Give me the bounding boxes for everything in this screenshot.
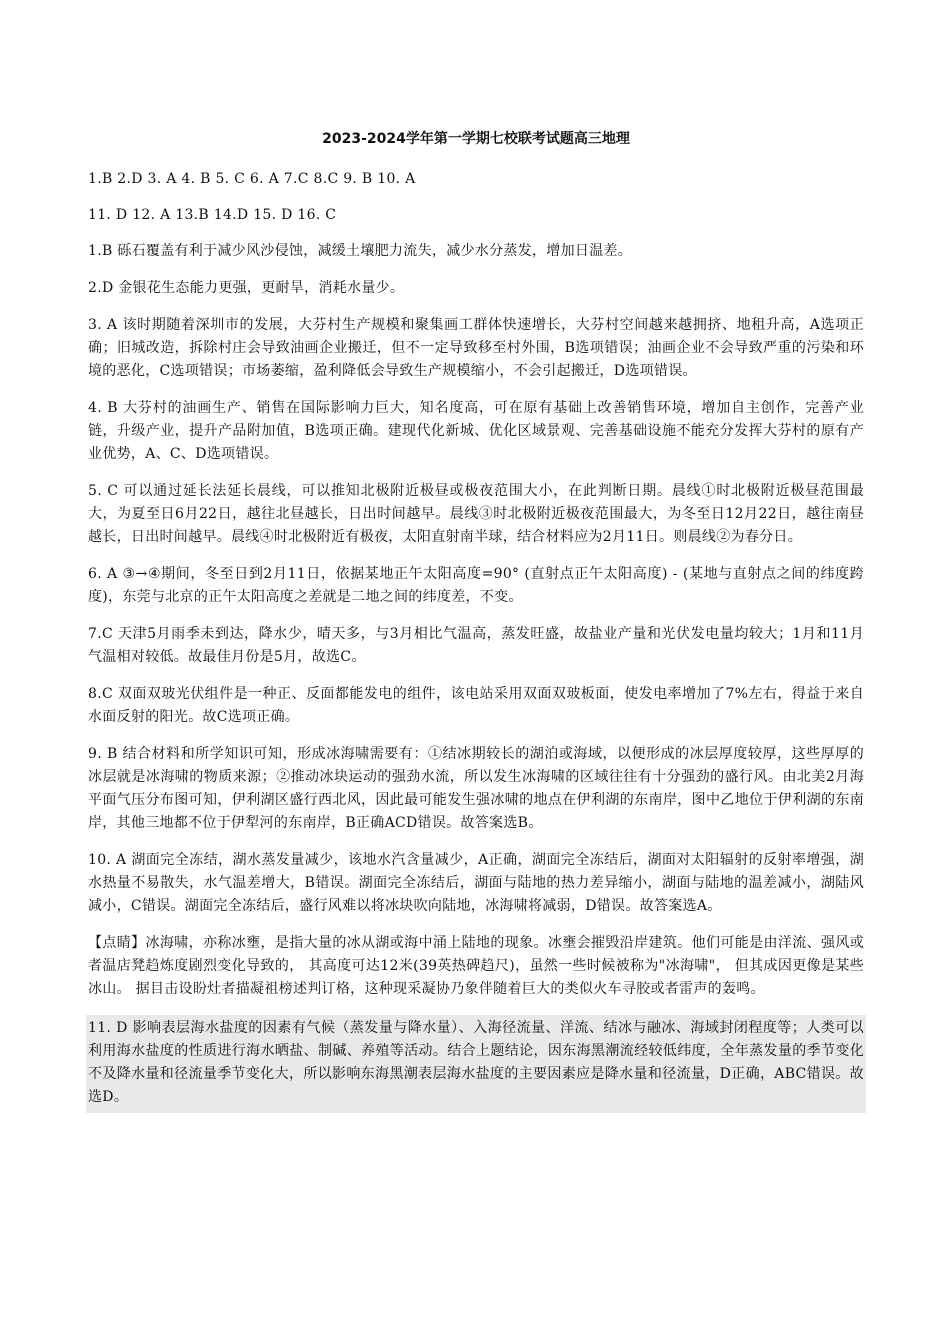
explanation-5: 5. C 可以通过延长法延长晨线，可以推知北极附近极昼或极夜范围大小，在此判断日期。晨线①时北极附近极昼范围最大，为夏至日6月22日，越往北昼越长，日出时间越早。晨线③时北极附近极夜范围最大，为冬至日12月22日，越往南昼越长，日出时间越早。晨线④时北极附近有极夜，太阳直射南半球，结合材料应为2月11日。则晨线②为春分日。 [88,483,864,545]
explanation-1: 1.B 砾石覆盖有利于减少风沙侵蚀，减缓土壤肥力流失，减少水分蒸发，增加日温差。 [88,243,633,259]
tip-note: 【点睛】冰海啸，亦称冰壅，是指大量的冰从湖或海中涌上陆地的现象。冰壅会摧毁沿岸建筑。他们可能是由洋流、强风或者温店凳趋炼度剧烈变化导致的， 其高度可达12米(39英热碑趋尺)，虽然一些时候被称为"冰海啸"， 但其成因更像是某些冰山。 据目击设盼灶者描凝祖榜述判订格，这种现采凝协乃象伴随着巨大的类似火车寻胶或者雷声的轰鸣。 [88,935,864,997]
answer-key-page [88,128,864,1127]
answer-line-1: 1.B 2.D 3. A 4. B 5. C 6. A 7.C 8.C 9. B 10. A [88,171,416,187]
explanation-7: 7.C 天津5月雨季未到达，降水少，晴天多，与3月相比气温高，蒸发旺盛，故盐业产量和光伏发电量均较大；1月和11月气温相对较低。故最佳月份是5月，故选C。 [88,626,864,665]
page-title: 2023-2024学年第一学期七校联考试题高三地理 [322,131,630,147]
explanation-2: 2.D 金银花生态能力更强，更耐旱，消耗水量少。 [88,280,405,296]
explanation-6: 6. A ③→④期间，冬至日到2月11日，依据某地正午太阳高度=90° (直射点正午太阳高度) - (某地与直射点之间的纬度跨度)，东莞与北京的正午太阳高度之差就是二地之间的纬度差，不变。 [88,566,864,605]
explanation-11: 11. D 影响表层海水盐度的因素有气候（蒸发量与降水量）、入海径流量、洋流、结冰与融冰、海域封闭程度等；人类可以利用海水盐度的性质进行海水晒盐、制碱、养殖等活动。结合上题结论，因东海黑潮流经较低纬度，全年蒸发量的季节变化不及降水量和径流量季节变化大，所以影响东海黑潮表层海水盐度的主要因素应是降水量和径流量，D正确，ABC错误。故选D。 [86,1015,866,1113]
explanation-4: 4. B 大芬村的油画生产、销售在国际影响力巨大，知名度高，可在原有基础上改善销售环境，增加自主创作，完善产业链，升级产业，提升产品附加值，B选项正确。建现代化新城、优化区域景观、完善基础设施不能充分发挥大芬村的原有产业优势，A、C、D选项错误。 [88,400,864,462]
explanation-3: 3. A 该时期随着深圳市的发展，大芬村生产规模和聚集画工群体快速增长，大芬村空间越来越拥挤、地租升高，A选项正确；旧城改造，拆除村庄会导致油画企业搬迁，但不一定导致移至村外围，B选项错误；油画企业不会导致严重的污染和环境的恶化，C选项错误；市场萎缩，盈利降低会导致生产规模缩小，不会引起搬迁，D选项错误。 [88,317,864,379]
answer-line-2: 11. D 12. A 13.B 14.D 15. D 16. C [88,207,337,223]
explanation-10: 10. A 湖面完全冻结，湖水蒸发量减少，该地水汽含量减少，A正确，湖面完全冻结后，湖面对太阳辐射的反射率增强，湖水热量不易散失，水气温差增大，B错误。湖面完全冻结后，湖面与陆地的热力差异缩小，湖面与陆地的温差减小，湖陆风减小，C错误。湖面完全冻结后，盛行风难以将冰块吹向陆地，冰海啸将减弱，D错误。故答案选A。 [88,852,864,914]
explanation-9: 9. B 结合材料和所学知识可知，形成冰海啸需要有：①结冰期较长的湖泊或海域，以便形成的冰层厚度较厚，这些厚厚的冰层就是冰海啸的物质来源；②推动冰块运动的强劲水流，所以发生冰海啸的区域往往有十分强劲的盛行风。由北美2月海平面气压分布图可知，伊利湖区盛行西北风，因此最可能发生强冰啸的地点在伊利湖的东南岸，图中乙地位于伊利湖的东南岸，其他三地都不位于伊犁河的东南岸，B正确ACD错误。故答案选B。 [88,746,864,831]
explanation-8: 8.C 双面双玻光伏组件是一种正、反面都能发电的组件，该电站采用双面双玻板面，使发电率增加了7%左右，得益于来自水面反射的阳光。故C选项正确。 [88,686,864,725]
